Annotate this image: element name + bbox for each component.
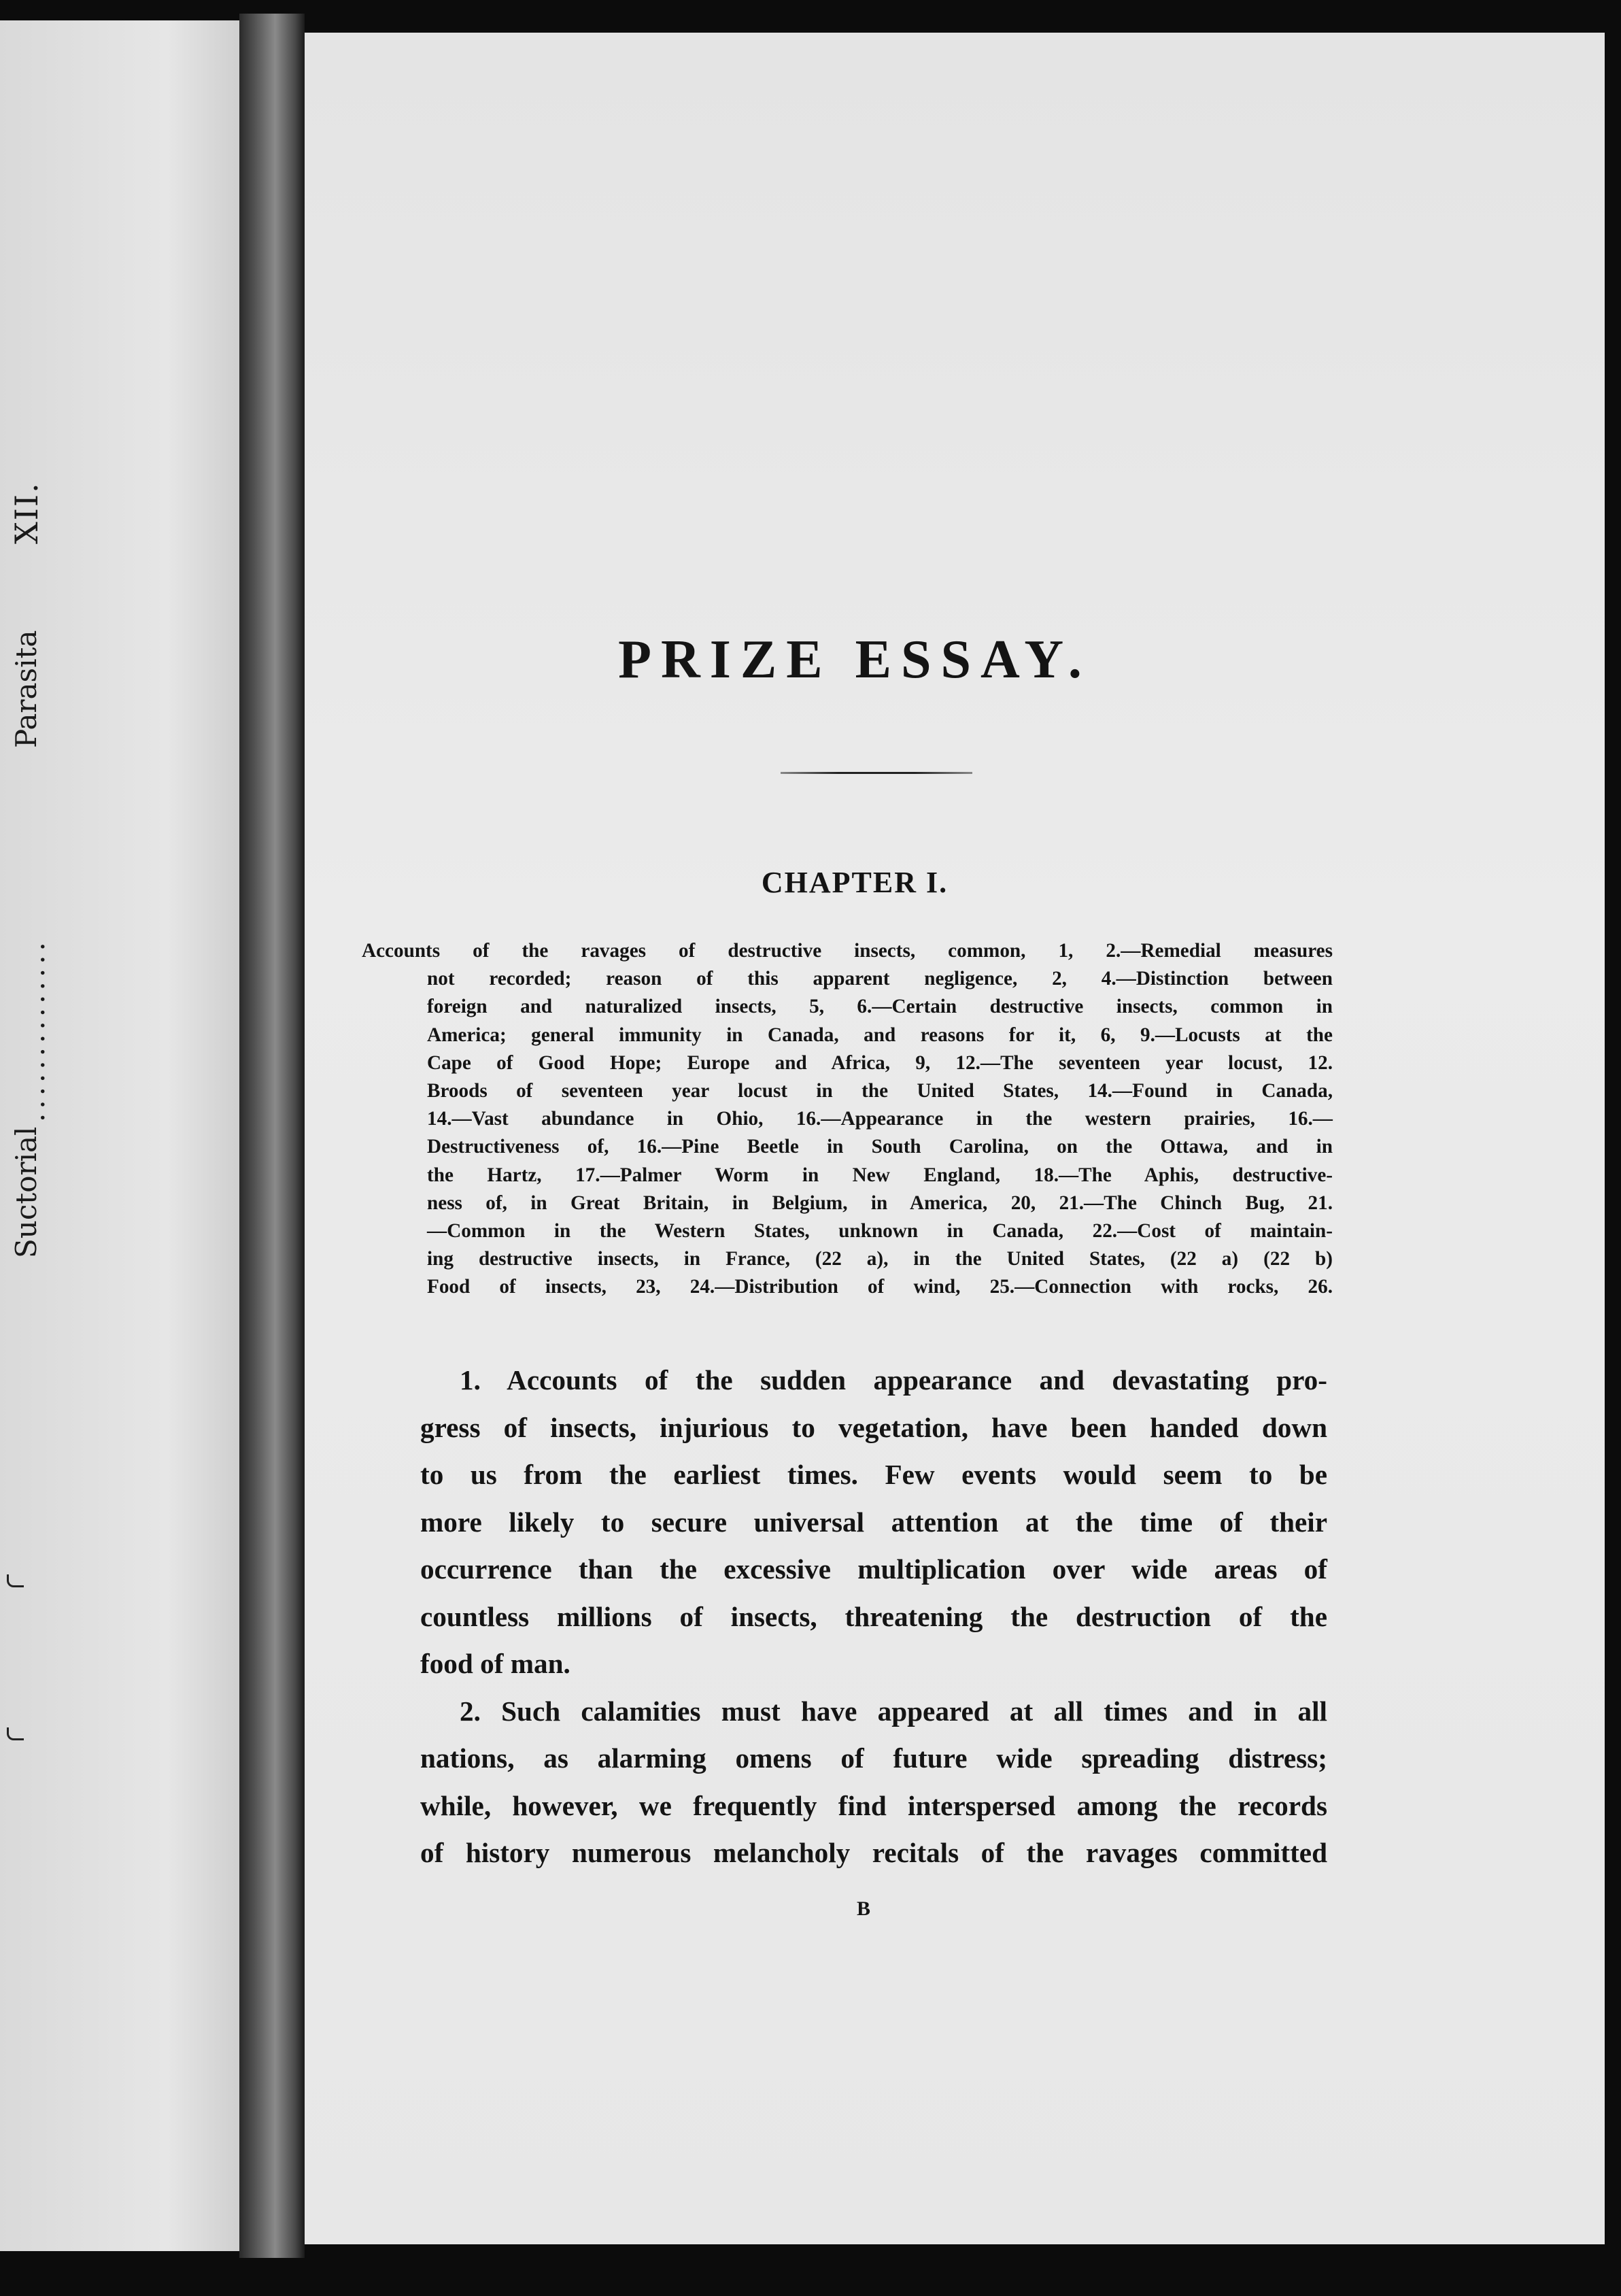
paragraph-line: nations, as alarming omens of future wide spreading distress; [420, 1742, 1327, 1774]
page-title: PRIZE ESSAY. [618, 630, 1091, 690]
synopsis-line: ing destructive insects, in France, (22 a), in the United States, (22 a) (22 b) [427, 1248, 1333, 1270]
synopsis-line: foreign and naturalized insects, 5, 6.—Certain destructive insects, common in [427, 996, 1333, 1018]
left-page-leader-dots: .............. [18, 938, 51, 1122]
synopsis-line: not recorded; reason of this apparent negligence, 2, 4.—Distinction between [427, 968, 1333, 990]
paragraph-line: more likely to secure universal attention at the time of their [420, 1506, 1327, 1538]
synopsis-line: 14.—Vast abundance in Ohio, 16.—Appearance in the western prairies, 16.— [427, 1108, 1333, 1130]
left-facing-page [0, 20, 239, 2251]
synopsis-line: Accounts of the ravages of destructive insects, common, 1, 2.—Remedial measures [362, 940, 1333, 962]
synopsis-line: America; general immunity in Canada, and reasons for it, 6, 9.—Locusts at the [427, 1024, 1333, 1046]
title-divider-rule [781, 772, 972, 774]
paragraph-line: food of man. [420, 1648, 570, 1679]
chapter-synopsis [362, 937, 1333, 1302]
synopsis-line: Broods of seventeen year locust in the United States, 14.—Found in Canada, [427, 1080, 1333, 1102]
paragraph-line: 2. Such calamities must have appeared at all times and in all [460, 1695, 1327, 1727]
left-page-bracket-mark [7, 1727, 24, 1740]
left-page-term-parasita: Parasita [10, 630, 43, 748]
signature-mark: B [857, 1897, 871, 1920]
paragraph-line: to us from the earliest times. Few events would seem to be [420, 1459, 1327, 1490]
paragraph-line: occurrence than the excessive multiplication over wide areas of [420, 1553, 1327, 1585]
synopsis-line: the Hartz, 17.—Palmer Worm in New England, 18.—The Aphis, destructive- [427, 1164, 1333, 1186]
paragraph-line: countless millions of insects, threatening the destruction of the [420, 1600, 1327, 1632]
book-gutter-shadow [239, 14, 305, 2258]
paragraph-line: while, however, we frequently find interspersed among the records [420, 1789, 1327, 1821]
synopsis-line: Food of insects, 23, 24.—Distribution of wind, 25.—Connection with rocks, 26. [427, 1276, 1333, 1298]
left-page-bracket-mark [7, 1574, 24, 1587]
paragraph-line: 1. Accounts of the sudden appearance and devastating pro- [460, 1364, 1327, 1396]
synopsis-line: Cape of Good Hope; Europe and Africa, 9, 12.—The seventeen year locust, 12. [427, 1051, 1333, 1074]
left-page-roman-numeral: XII. [8, 482, 45, 544]
synopsis-line: Destructiveness of, 16.—Pine Beetle in South Carolina, on the Ottawa, and in [427, 1136, 1333, 1158]
paragraph-line: gress of insects, injurious to vegetation, have been handed down [420, 1411, 1327, 1443]
paragraph-line: of history numerous melancholy recitals of the ravages committed [420, 1837, 1327, 1868]
body-text [420, 1357, 1327, 1877]
left-page-term-suctorial: Suctorial [10, 1126, 43, 1258]
synopsis-line: ness of, in Great Britain, in Belgium, in America, 20, 21.—The Chinch Bug, 21. [427, 1192, 1333, 1214]
chapter-heading: CHAPTER I. [761, 866, 949, 899]
synopsis-line: —Common in the Western States, unknown in Canada, 22.—Cost of maintain- [427, 1220, 1333, 1243]
